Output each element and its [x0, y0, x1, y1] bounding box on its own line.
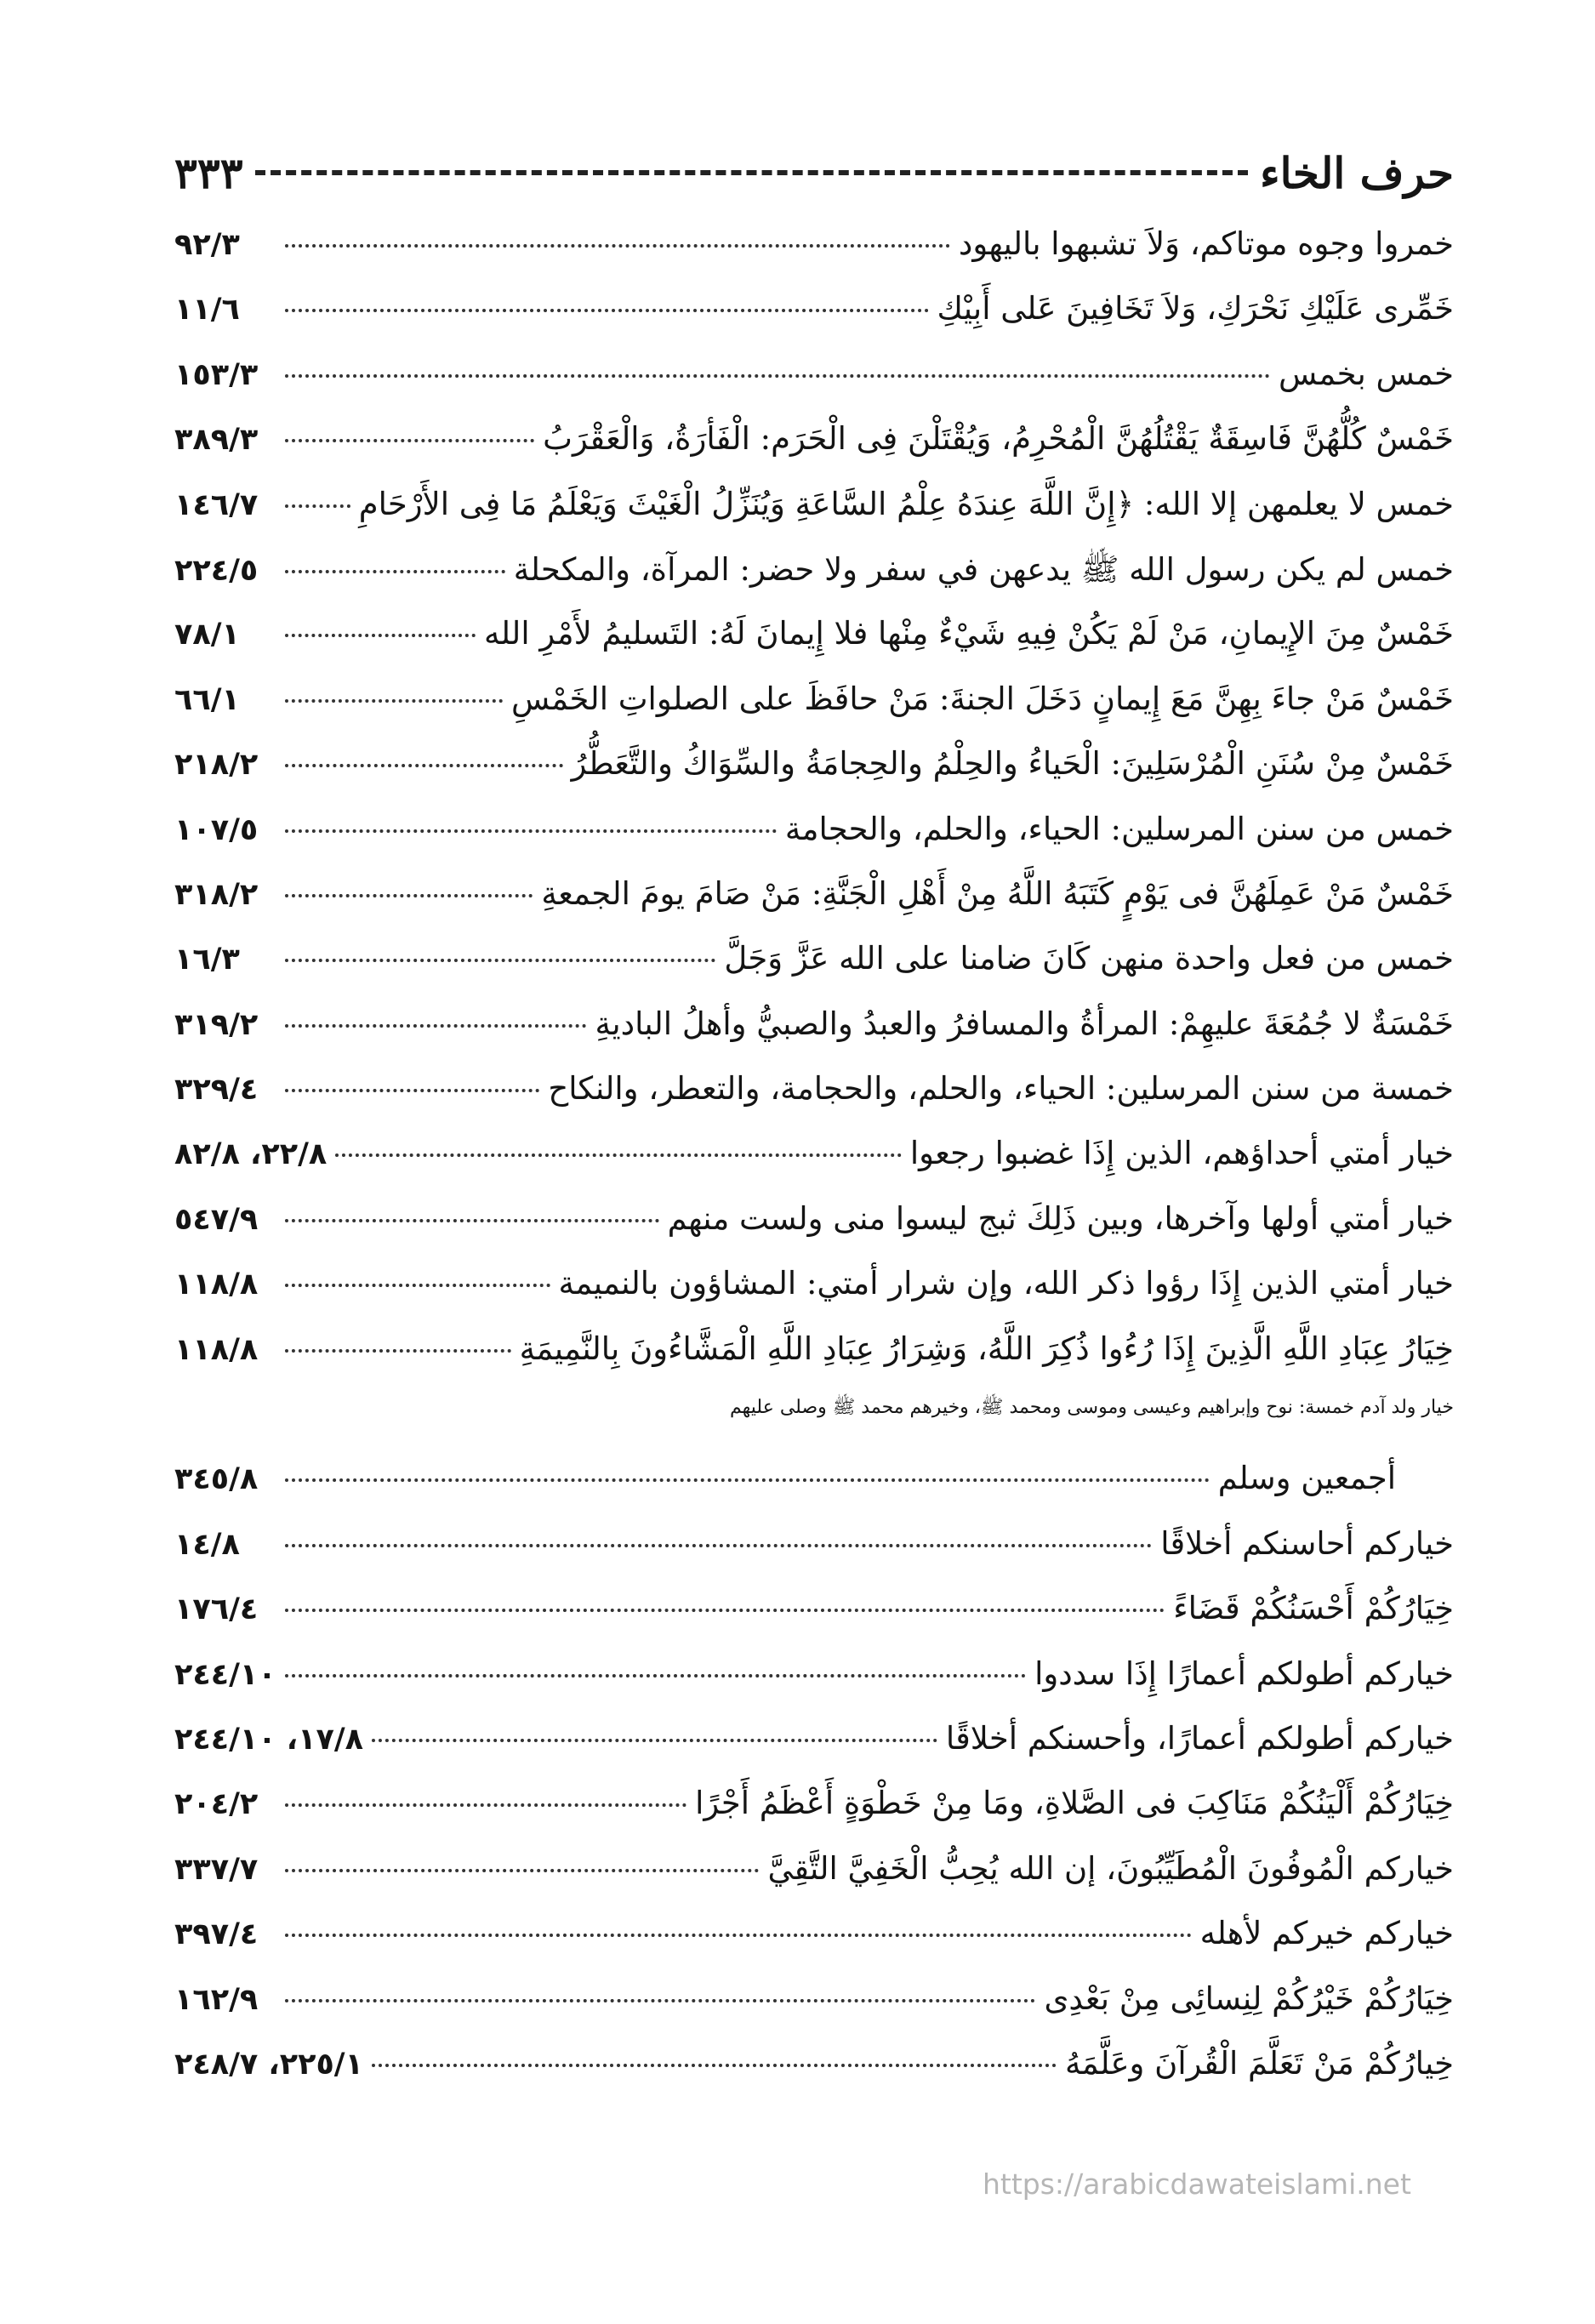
entry-text: خيار ولد آدم خمسة: نوح وإبراهيم وعيسى وموسى ومحمد ﷺ، وخيرهم محمد ﷺ وصلى عليهم — [730, 1397, 1454, 1419]
entry-reference: ٣٩٧/٤ — [174, 1917, 259, 1952]
index-entry — [174, 1200, 1454, 1265]
dot-leader — [285, 1478, 1210, 1482]
index-entry — [174, 1070, 1454, 1135]
entry-reference: ١٥٣/٣ — [174, 357, 259, 392]
dot-leader — [285, 1609, 1165, 1612]
entry-reference: ١٤٦/٧ — [174, 487, 259, 522]
entry-text: خَمْسٌ كُلُّهُنَّ فَاسِقَةٌ يَقْتُلُهُنَّ الْمُحْرِمُ، وَيُقْتَلْنَ فِى الْحَرَم: الْفَأرَةُ، وَالْعَقْرَبُ — [543, 420, 1454, 458]
entry-text: خياركم أطولكم أعمارًا إِذَا سددوا — [1034, 1655, 1454, 1692]
entry-text: خَمْسٌ مِنْ سُنَنِ الْمُرْسَلِينَ: الْحَياءُ والحِلْمُ والحِجامَةُ والسِّوَاكُ والتَّعَطُّرُ — [571, 745, 1454, 783]
page-header — [174, 143, 1454, 202]
entry-reference: ١١٨/٨ — [174, 1267, 259, 1302]
header-dash-line — [255, 170, 1249, 175]
dot-leader — [285, 1999, 1035, 2002]
index-entry — [174, 1980, 1454, 2045]
index-entry — [174, 1785, 1454, 1849]
dot-leader — [285, 309, 929, 312]
dot-leader — [285, 1349, 511, 1353]
entry-reference: ٩٢/٣ — [174, 228, 240, 262]
dot-leader — [285, 1869, 759, 1872]
index-entry — [174, 550, 1454, 615]
dot-leader — [285, 1024, 586, 1028]
entry-text: خَمْسٌ مَنْ عَمِلَهُنَّ فى يَوْمٍ كَتَبَهُ اللَّهُ مِنْ أَهْلِ الْجَنَّةِ: مَنْ صَامَ يومَ الجمعةِ — [541, 874, 1454, 912]
entry-reference: ١٧٦/٤ — [174, 1592, 259, 1627]
entry-text: خِيَارُكُمْ أَلْيَنُكُمْ مَنَاكِبَ فى الصَّلاةِ، ومَا مِنْ خَطْوَةٍ أَعْظَمُ أَجْرًا — [695, 1785, 1454, 1822]
entry-text: خِيارُكُمْ مَنْ تَعَلَّمَ الْقُرآنَ وعَلَّمَهُ — [1064, 2044, 1454, 2082]
dot-leader — [335, 1153, 902, 1157]
dot-leader — [285, 829, 777, 833]
entry-text: خياركم أحاسنكم أخلاقًا — [1160, 1524, 1454, 1562]
entry-text: خمس لا يعلمهن إلا الله: ﴿إِنَّ اللَّهَ عِندَهُ عِلْمُ السَّاعَةِ وَيُنَزِّلُ الْغَيْثَ وَيَعْلَمُ مَا فِى الأَرْحَامِ — [358, 485, 1454, 522]
entry-reference: ٣٤٥/٨ — [174, 1462, 259, 1497]
index-entry — [174, 681, 1454, 745]
dot-leader — [285, 1934, 1192, 1937]
entry-reference: ١٠٧/٥ — [174, 812, 259, 847]
index-entry — [174, 745, 1454, 810]
entry-text: خمس من فعل واحدة منهن كَانَ ضامنا على الله عَزَّ وَجَلَّ — [724, 940, 1454, 977]
entry-text: خَمْسٌ مَنْ جاءَ بِهِنَّ مَعَ إِيمانٍ دَخَلَ الجنةَ: مَنْ حافَظَ على الصلواتِ الخَمْسِ — [510, 680, 1454, 717]
entry-text: خمس من سنن المرسلين: الحياء، والحلم، والحجامة — [784, 810, 1454, 847]
index-entry — [174, 1590, 1454, 1655]
entry-reference: ٢٢٤/٥ — [174, 553, 259, 588]
index-entry — [174, 615, 1454, 680]
entry-text: خياركم أطولكم أعمارًا، وأحسنكم أخلاقًا — [945, 1719, 1454, 1757]
entry-reference: ٣٢٩/٤ — [174, 1073, 259, 1108]
dot-leader — [285, 374, 1270, 378]
page-number: ٣٣٣ — [174, 147, 243, 198]
index-entry — [174, 1525, 1454, 1590]
index-entry — [174, 1265, 1454, 1330]
index-entry — [174, 940, 1454, 1005]
entry-reference: ٢٤٤/١٠ — [174, 1657, 276, 1692]
entry-reference: ٣٣٧/٧ — [174, 1852, 259, 1887]
index-entry — [174, 420, 1454, 485]
entry-reference: ٣٨٩/٣ — [174, 423, 259, 458]
entry-reference: ٢٢٥/١، ٢٤٨/٧ — [174, 2047, 363, 2082]
entry-reference: ١٦٢/٩ — [174, 1982, 259, 2017]
index-entry — [174, 1720, 1454, 1785]
index-entries — [174, 225, 1454, 2110]
entry-reference: ٢٠٤/٢ — [174, 1787, 259, 1822]
index-entry-first-line — [174, 1395, 1454, 1460]
dot-leader — [285, 959, 715, 962]
entry-reference: ٢٢/٨، ٨٢/٨ — [174, 1137, 328, 1172]
entry-reference: ٧٨/١ — [174, 618, 240, 652]
entry-reference: ٣١٩/٢ — [174, 1007, 259, 1042]
entry-reference: ١٦/٣ — [174, 943, 240, 977]
index-entry — [174, 356, 1454, 420]
index-entry — [174, 1850, 1454, 1915]
dot-leader — [285, 1544, 1152, 1547]
entry-text: خيار أمتي أحداؤهم، الذين إِذَا غضبوا رجعوا — [909, 1135, 1454, 1172]
dot-leader — [372, 1739, 937, 1742]
index-entry — [174, 486, 1454, 550]
entry-text: خَمِّرى عَلَيْكِ نَحْرَكِ، وَلاَ تَخَافِينَ عَلى أَبِيْكِ — [937, 290, 1454, 328]
entry-reference: ١٧/٨، ٢٤٤/١٠ — [174, 1722, 363, 1757]
entry-text: خَمْسٌ مِنَ الإِيمانِ، مَنْ لَمْ يَكُنْ فِيهِ شَيْءٌ مِنْها فلا إِيمانَ لَهُ: التَسليمُ لأَمْرِ الله — [483, 615, 1454, 652]
dot-leader — [285, 1089, 539, 1092]
entry-reference: ١١/٦ — [174, 293, 240, 328]
entry-text: خمسة من سنن المرسلين: الحياء، والحلم، والحجامة، والتعطر، والنكاح — [548, 1070, 1454, 1108]
entry-reference: ١١٨/٨ — [174, 1332, 259, 1367]
entry-text: خياركم الْمُوفُونَ الْمُطَيِّبُونَ، إن الله يُحِبُّ الْخَفِيَّ التَّقِيَّ — [767, 1849, 1454, 1887]
index-entry — [174, 1135, 1454, 1199]
dot-leader — [285, 1219, 659, 1222]
entry-text: خمروا وجوه موتاكم، وَلاَ تشبهوا باليهود — [958, 225, 1454, 262]
entry-text: خمس لم يكن رسول الله ﷺ يدعهن في سفر ولا حضر: المرآة، والمكحلة — [513, 550, 1454, 588]
entry-text: خِيَارُكُمْ خَيْرُكُمْ لِنِسائِى مِنْ بَعْدِى — [1044, 1979, 1454, 2017]
index-entry — [174, 875, 1454, 940]
dot-leader — [285, 1674, 1026, 1677]
entry-reference: ٦٦/١ — [174, 682, 240, 717]
entry-reference: ٢١٨/٢ — [174, 748, 259, 783]
dot-leader — [285, 1803, 686, 1807]
entry-text: خِيَارُكُمْ أَحْسَنُكُمْ قَضَاءً — [1173, 1590, 1454, 1627]
entry-text: خيار أمتي الذين إِذَا رؤوا ذكر الله، وإن شرار أمتي: المشاؤون بالنميمة — [558, 1265, 1454, 1302]
entry-text: خَمْسَةٌ لا جُمُعَةَ عليهِمْ: المرأةُ والمسافرُ والعبدُ والصبيُّ وأهلُ الباديةِ — [595, 1005, 1454, 1042]
entry-reference: ٥٤٧/٩ — [174, 1202, 259, 1237]
dot-leader — [285, 1284, 550, 1287]
index-entry — [174, 1330, 1454, 1395]
dot-leader — [285, 764, 563, 767]
entry-reference: ١٤/٨ — [174, 1527, 240, 1562]
index-entry-continuation — [174, 1460, 1454, 1524]
site-watermark: https://arabicdawateislami.net — [983, 2167, 1411, 2201]
index-entry — [174, 1655, 1454, 1720]
index-entry — [174, 1915, 1454, 1979]
index-entry — [174, 225, 1454, 290]
index-entry — [174, 290, 1454, 355]
dot-leader — [285, 244, 950, 248]
entry-text: خيار أمتي أولها وآخرها، وبين ذَلِكَ ثبج ليسوا منى ولست منهم — [667, 1199, 1454, 1237]
dot-leader — [285, 504, 350, 508]
entry-text: أجمعين وسلم — [1217, 1460, 1396, 1497]
entry-text: خِيَارُ عِبَادِ اللَّهِ الَّذِينَ إِذَا رُءُوا ذُكِرَ اللَّهُ، وَشِرَارُ عِبَادِ اللَّهِ الْمَشَّاءُونَ بِالنَّمِيمَةِ — [519, 1330, 1454, 1367]
dot-leader — [285, 570, 505, 573]
dot-leader — [285, 634, 476, 637]
entry-reference: ٣١٨/٢ — [174, 877, 259, 912]
entry-text: خياركم خيركم لأهله — [1199, 1915, 1454, 1952]
index-entry — [174, 811, 1454, 875]
chapter-title: حرف الخاء — [1260, 147, 1454, 198]
entry-text: خمس بخمس — [1279, 355, 1454, 392]
dot-leader — [372, 2064, 1057, 2067]
index-entry — [174, 1005, 1454, 1070]
dot-leader — [285, 439, 534, 442]
dot-leader — [285, 894, 533, 897]
index-entry — [174, 2045, 1454, 2110]
dot-leader — [285, 699, 503, 703]
